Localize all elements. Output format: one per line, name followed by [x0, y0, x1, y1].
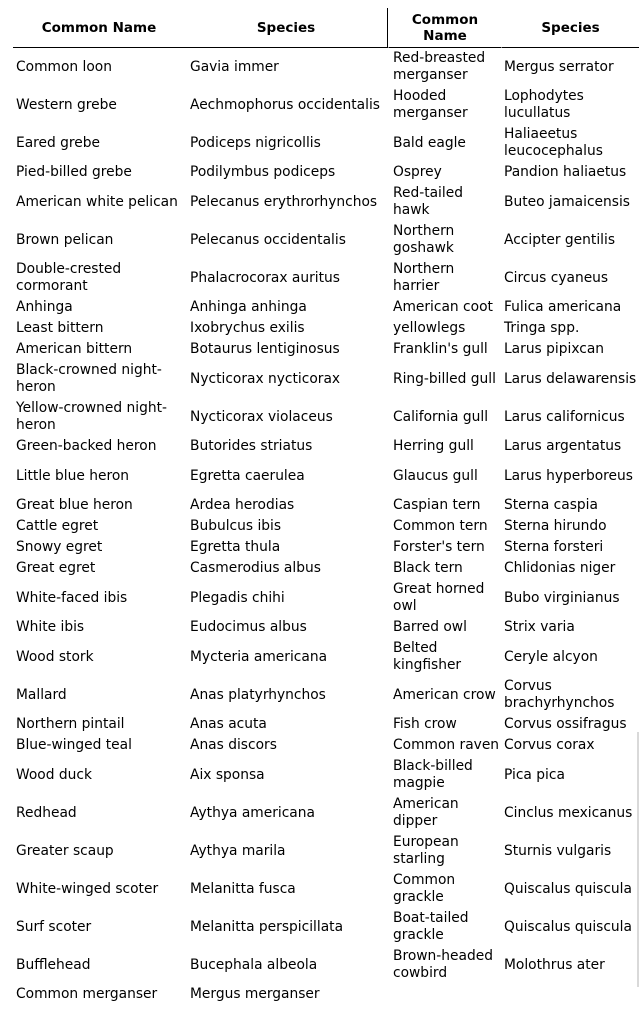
table-row — [13, 436, 639, 457]
common-name-cell: Common merganser — [16, 986, 158, 1002]
species-cell: Quiscalus quiscula — [504, 880, 632, 897]
common-name-cell: Osprey — [393, 164, 442, 180]
table-row — [13, 48, 639, 86]
species-cell: Aythya marila — [190, 842, 286, 859]
species-cell: Botaurus lentiginosus — [190, 341, 340, 357]
species-cell: Corvus corax — [504, 737, 595, 753]
common-name-cell: European starling — [393, 834, 459, 867]
common-name-cell — [388, 984, 501, 1005]
species-cell: Bubo virginianus — [504, 589, 620, 606]
header-common-name-right: Common Name — [388, 8, 501, 48]
common-name-cell: American coot — [393, 299, 493, 315]
common-name-cell: Franklin's gull — [393, 341, 488, 357]
common-name-cell: Brown pelican — [16, 231, 114, 248]
common-name-cell: Cattle egret — [16, 518, 99, 534]
species-cell: Anas discors — [190, 737, 277, 753]
species-cell: Podiceps nigricollis — [190, 134, 321, 151]
common-name-cell: Herring gull — [393, 438, 474, 454]
species-table — [13, 8, 639, 1005]
species-cell: Larus pipixcan — [504, 341, 605, 357]
common-name-cell: Snowy egret — [16, 539, 103, 555]
species-cell: Melanitta perspicillata — [190, 918, 344, 935]
species-cell: Pelecanus occidentalis — [190, 231, 346, 248]
species-cell: Pica pica — [504, 766, 565, 783]
species-cell: Podilymbus podiceps — [190, 164, 336, 180]
species-cell: Mycteria americana — [190, 648, 328, 665]
header-species-right: Species — [501, 8, 639, 48]
table-row — [13, 537, 639, 558]
common-name-cell: Common tern — [393, 518, 488, 534]
common-name-cell: Common loon — [16, 58, 112, 75]
common-name-cell: Red-breasted merganser — [393, 50, 486, 83]
table-row — [13, 676, 639, 714]
species-cell: Fulica americana — [504, 299, 622, 315]
common-name-cell: Bald eagle — [393, 134, 466, 151]
common-name-cell: yellowlegs — [393, 320, 466, 336]
table-row — [13, 756, 639, 794]
common-name-cell: Northern harrier — [393, 261, 455, 294]
species-cell: Strix varia — [504, 619, 575, 635]
species-cell: Pandion haliaetus — [504, 164, 627, 180]
common-name-cell: Barred owl — [393, 619, 467, 635]
common-name-cell: White-winged scoter — [16, 880, 159, 897]
species-cell: Bucephala albeola — [190, 956, 318, 973]
species-cell: Buteo jamaicensis — [504, 193, 630, 210]
species-cell: Bubulcus ibis — [190, 518, 282, 534]
common-name-cell: Little blue heron — [16, 467, 130, 484]
common-name-cell: Blue-winged teal — [16, 737, 132, 753]
common-name-cell: Great egret — [16, 560, 96, 576]
species-cell: Anas platyrhynchos — [190, 686, 326, 703]
species-cell: Mergus serrator — [504, 58, 614, 75]
table-row — [13, 832, 639, 870]
table-row — [13, 360, 639, 398]
species-cell: Sterna forsteri — [504, 539, 604, 555]
table-row — [13, 870, 639, 908]
table-row — [13, 162, 639, 183]
common-name-cell: Glaucus gull — [393, 467, 478, 484]
species-cell: Nycticorax violaceus — [190, 408, 333, 425]
common-name-cell: Caspian tern — [393, 497, 481, 513]
species-cell: Chlidonias niger — [504, 560, 616, 576]
species-cell: Mergus merganser — [190, 986, 320, 1002]
species-cell: Sterna hirundo — [504, 518, 607, 534]
common-name-cell: Pied-billed grebe — [16, 164, 132, 180]
common-name-cell: Western grebe — [16, 96, 117, 113]
common-name-cell: Common grackle — [393, 872, 456, 905]
common-name-cell: Great horned owl — [393, 581, 485, 614]
common-name-cell: White ibis — [16, 619, 85, 635]
header-species-left: Species — [185, 8, 388, 48]
species-cell: Butorides striatus — [190, 438, 313, 454]
common-name-cell: Hooded merganser — [393, 88, 468, 121]
species-cell: Larus hyperboreus — [504, 467, 633, 484]
table-row — [13, 579, 639, 617]
species-cell: Tringa spp. — [504, 320, 580, 336]
common-name-cell: Wood duck — [16, 766, 92, 783]
common-name-cell: Northern pintail — [16, 716, 125, 732]
species-cell: Larus argentatus — [504, 438, 622, 454]
species-cell: Sterna caspia — [504, 497, 598, 513]
table-row — [13, 946, 639, 984]
table-row — [13, 457, 639, 495]
species-cell: Aechmophorus occidentalis — [190, 96, 380, 113]
species-cell: Egretta thula — [190, 539, 281, 555]
common-name-cell: American white pelican — [16, 193, 178, 210]
common-name-cell: Black tern — [393, 560, 463, 576]
species-cell: Quiscalus quiscula — [504, 918, 632, 935]
common-name-cell: Great blue heron — [16, 497, 133, 513]
species-cell: Plegadis chihi — [190, 589, 285, 606]
species-cell: Aix sponsa — [190, 766, 265, 783]
common-name-cell: Belted kingfisher — [393, 640, 462, 673]
common-name-cell: Green-backed heron — [16, 438, 157, 454]
species-cell: Casmerodius albus — [190, 560, 321, 576]
table-row — [13, 558, 639, 579]
table-row — [13, 617, 639, 638]
table-row — [13, 398, 639, 436]
common-name-cell: American bittern — [16, 341, 133, 357]
table-row — [13, 297, 639, 318]
species-cell: Sturnis vulgaris — [504, 842, 612, 859]
species-cell: Anhinga anhinga — [190, 299, 307, 315]
table-body — [13, 48, 639, 1005]
table-row — [13, 318, 639, 339]
species-cell: Lophodytes lucullatus — [504, 88, 584, 121]
species-cell: Gavia immer — [190, 58, 279, 75]
common-name-cell: Double-crested cormorant — [16, 261, 122, 294]
common-name-cell: California gull — [393, 408, 489, 425]
species-cell: Larus californicus — [504, 408, 625, 425]
table-row — [13, 183, 639, 221]
common-name-cell: Mallard — [16, 686, 67, 703]
common-name-cell: Brown-headed cowbird — [393, 948, 493, 981]
species-cell: Anas acuta — [190, 716, 267, 732]
common-name-cell: Red-tailed hawk — [393, 185, 463, 218]
common-name-cell: Northern goshawk — [393, 223, 455, 256]
species-cell: Corvus ossifragus — [504, 716, 627, 732]
species-cell: Circus cyaneus — [504, 269, 609, 286]
species-cell: Molothrus ater — [504, 956, 605, 973]
common-name-cell: Boat-tailed grackle — [393, 910, 469, 943]
common-name-cell: Common raven — [393, 737, 500, 753]
species-cell: Accipter gentilis — [504, 231, 616, 248]
table-row — [13, 339, 639, 360]
common-name-cell: Yellow-crowned night-heron — [16, 400, 167, 433]
common-name-cell: Greater scaup — [16, 842, 114, 859]
common-name-cell: Ring-billed gull — [393, 370, 496, 387]
species-cell: Larus delawarensis — [504, 370, 637, 387]
common-name-cell: Bufflehead — [16, 956, 91, 973]
species-cell: Haliaeetus leucocephalus — [504, 126, 603, 159]
table-row — [13, 124, 639, 162]
common-name-cell: Redhead — [16, 804, 77, 821]
table-row — [13, 221, 639, 259]
species-cell: Pelecanus erythrorhynchos — [190, 193, 378, 210]
common-name-cell: Eared grebe — [16, 134, 101, 151]
table-row — [13, 735, 639, 756]
species-cell: Ixobrychus exilis — [190, 320, 305, 336]
right-edge-line — [637, 732, 639, 987]
species-cell: Melanitta fusca — [190, 880, 296, 897]
species-table-container — [13, 8, 639, 1005]
table-row — [13, 86, 639, 124]
species-cell — [501, 984, 639, 1005]
header-common-name-left: Common Name — [13, 8, 185, 48]
common-name-cell: Surf scoter — [16, 918, 92, 935]
common-name-cell: Least bittern — [16, 320, 104, 336]
table-row — [13, 714, 639, 735]
species-cell: Corvus brachyrhynchos — [504, 678, 615, 711]
species-cell: Cinclus mexicanus — [504, 804, 633, 821]
common-name-cell: Black-crowned night-heron — [16, 362, 162, 395]
common-name-cell: Anhinga — [16, 299, 73, 315]
table-row — [13, 516, 639, 537]
common-name-cell: Wood stork — [16, 648, 94, 665]
table-row — [13, 908, 639, 946]
header-row — [13, 8, 639, 48]
common-name-cell: Forster's tern — [393, 539, 485, 555]
species-cell: Aythya americana — [190, 804, 315, 821]
table-row — [13, 495, 639, 516]
species-cell: Ceryle alcyon — [504, 648, 598, 665]
common-name-cell: American dipper — [393, 796, 459, 829]
species-cell: Ardea herodias — [190, 497, 295, 513]
table-row — [13, 794, 639, 832]
species-cell: Phalacrocorax auritus — [190, 269, 340, 286]
common-name-cell: Fish crow — [393, 716, 457, 732]
common-name-cell: Black-billed magpie — [393, 758, 473, 791]
species-cell: Eudocimus albus — [190, 619, 307, 635]
species-cell: Nycticorax nycticorax — [190, 370, 341, 387]
common-name-cell: White-faced ibis — [16, 589, 128, 606]
table-row — [13, 638, 639, 676]
common-name-cell: American crow — [393, 686, 496, 703]
table-row — [13, 259, 639, 297]
species-cell: Egretta caerulea — [190, 467, 305, 484]
table-row — [13, 984, 639, 1005]
